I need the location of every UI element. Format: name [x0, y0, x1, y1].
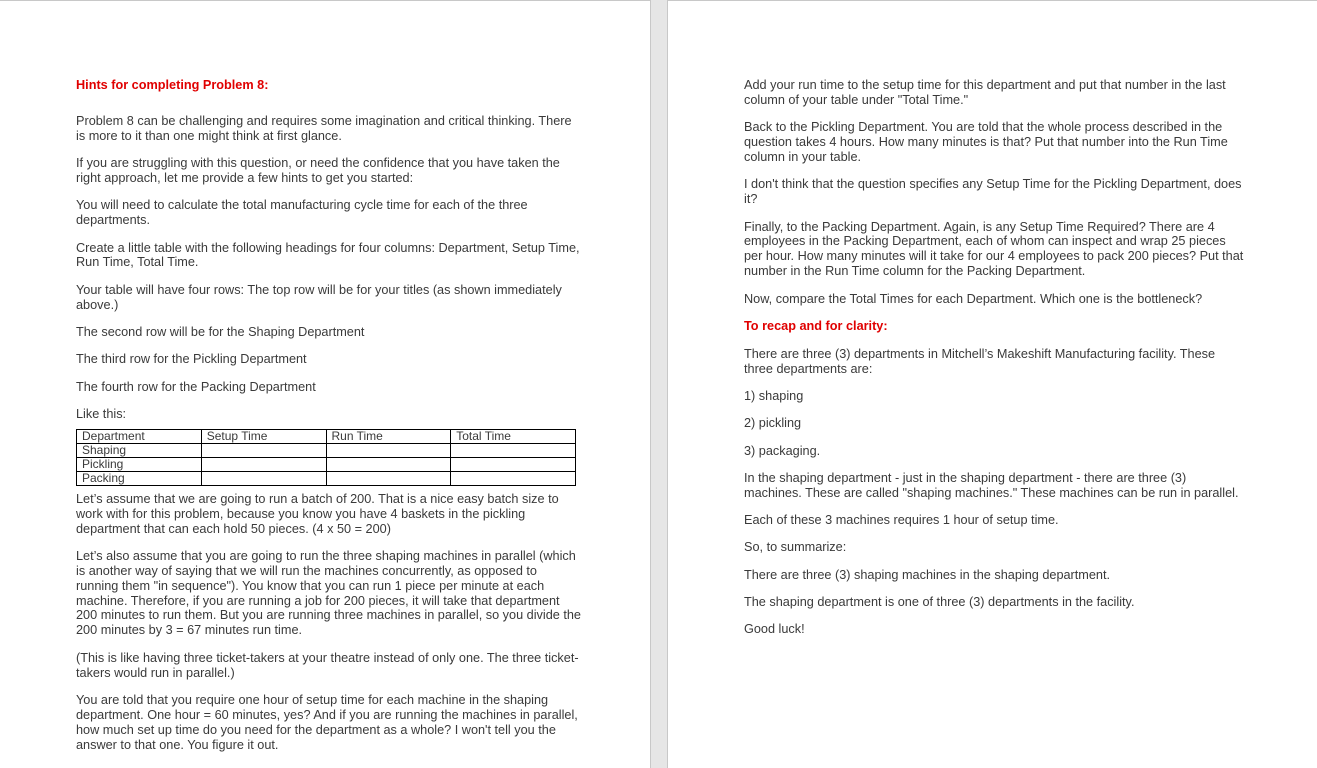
- paragraph: You will need to calculate the total manufacturing cycle time for each of the three departments.: [76, 198, 528, 228]
- paragraph: Now, compare the Total Times for each Department. Which one is the bottleneck?: [744, 291, 1203, 306]
- paragraph: Create a little table with the following headings for four columns: Department, Setup Time, Run Time, Total Time.: [76, 240, 580, 270]
- table-header-cell: Setup Time: [201, 429, 326, 443]
- table-row: [77, 457, 576, 471]
- paragraph: Let’s assume that we are going to run a batch of 200. That is a nice easy batch size to work with for this problem, because you know you have 4 baskets in the pickling department that can each hold 50 pieces. (4 x 50 = 200): [76, 491, 559, 536]
- list-item: 3) packaging.: [744, 443, 821, 458]
- paragraph: There are three (3) departments in Mitchell’s Makeshift Manufacturing facility. These three departments are:: [744, 346, 1216, 376]
- table-header-cell: Total Time: [451, 429, 576, 443]
- paragraph: There are three (3) shaping machines in the shaping department.: [744, 567, 1111, 582]
- paragraph: Add your run time to the setup time for this department and put that number in the last column of your table under "Total Time.": [744, 78, 1226, 107]
- document-page-right: [667, 0, 1317, 768]
- table-cell: [326, 457, 451, 471]
- paragraph: Back to the Pickling Department. You are told that the whole process described in the question takes 4 hours. How many minutes is that? Put that number into the Run Time column in your table.: [744, 120, 1228, 165]
- paragraph: Let’s also assume that you are going to run the three shaping machines in parallel (which is another way of saying that we will run the machines concurrently, as opposed to running them "in sequence"). You know that you can run 1 piece per minute at each machine. Therefore, if you are running a job for 200 pieces, it will take that department 200 minutes to run them. But you are running three machines in parallel, so you divide the 200 minutes by 3 = 67 minutes run time.: [76, 548, 581, 638]
- recap-heading: To recap and for clarity:: [744, 318, 888, 333]
- paragraph: In the shaping department - just in the shaping department - there are three (3) machines. These are called "shaping machines." These machines can be run in parallel.: [744, 470, 1239, 500]
- table-header-cell: Department: [77, 429, 202, 443]
- table-cell: [326, 471, 451, 485]
- paragraph: The shaping department is one of three (3) departments in the facility.: [744, 594, 1135, 609]
- department-table: [76, 429, 576, 486]
- paragraph: I don't think that the question specifies any Setup Time for the Pickling Department, does it?: [744, 177, 1242, 207]
- row-line: The second row will be for the Shaping Department: [76, 324, 365, 339]
- page-right-text: [744, 78, 1246, 650]
- paragraph: (This is like having three ticket-takers at your theatre instead of only one. The three ticket-takers would run in parallel.): [76, 650, 579, 680]
- rows-description: [76, 325, 581, 395]
- table-cell: Pickling: [77, 457, 202, 471]
- hints-heading: Hints for completing Problem 8:: [76, 78, 269, 92]
- table-row: [77, 471, 576, 485]
- table-cell: [201, 443, 326, 457]
- table-header-row: [77, 429, 576, 443]
- like-this-label: Like this:: [76, 406, 127, 421]
- paragraph: If you are struggling with this question, or need the confidence that you have taken the right approach, let me provide a few hints to get you started:: [76, 156, 560, 186]
- paragraph: Good luck!: [744, 622, 805, 637]
- table-cell: [326, 443, 451, 457]
- paragraph: Finally, to the Packing Department. Again, is any Setup Time Required? There are 4 employees in the Packing Department, each of whom can inspect and wrap 25 pieces per hour. How many minutes will it take for our 4 employees to pack 200 pieces? Put that number in the Run Time column for the Packing Department.: [744, 219, 1244, 279]
- page-left-text: [76, 78, 581, 765]
- row-line: The third row for the Pickling Department: [76, 352, 307, 367]
- table-cell: Shaping: [77, 443, 202, 457]
- table-row: [77, 443, 576, 457]
- paragraph: Problem 8 can be challenging and requires some imagination and critical thinking. There is more to it than one might think at first glance.: [76, 113, 572, 143]
- list-item: 1) shaping: [744, 388, 804, 403]
- table-cell: Packing: [77, 471, 202, 485]
- document-page-left: [0, 0, 651, 768]
- row-line: The fourth row for the Packing Department: [76, 379, 316, 394]
- table-cell: [451, 443, 576, 457]
- table-header-cell: Run Time: [326, 429, 451, 443]
- paragraph: You are told that you require one hour of setup time for each machine in the shaping department. One hour = 60 minutes, yes? And if you are running the machines in parallel, how much set up time do you need for the department as a whole? I won't tell you the answer to that one. You figure it out.: [76, 692, 578, 752]
- list-item: 2) pickling: [744, 416, 802, 431]
- table-cell: [201, 457, 326, 471]
- paragraph: Each of these 3 machines requires 1 hour of setup time.: [744, 513, 1059, 528]
- table-cell: [451, 457, 576, 471]
- paragraph: Your table will have four rows: The top row will be for your titles (as shown immediately above.): [76, 282, 562, 312]
- table-cell: [201, 471, 326, 485]
- paragraph: So, to summarize:: [744, 540, 847, 555]
- table-cell: [451, 471, 576, 485]
